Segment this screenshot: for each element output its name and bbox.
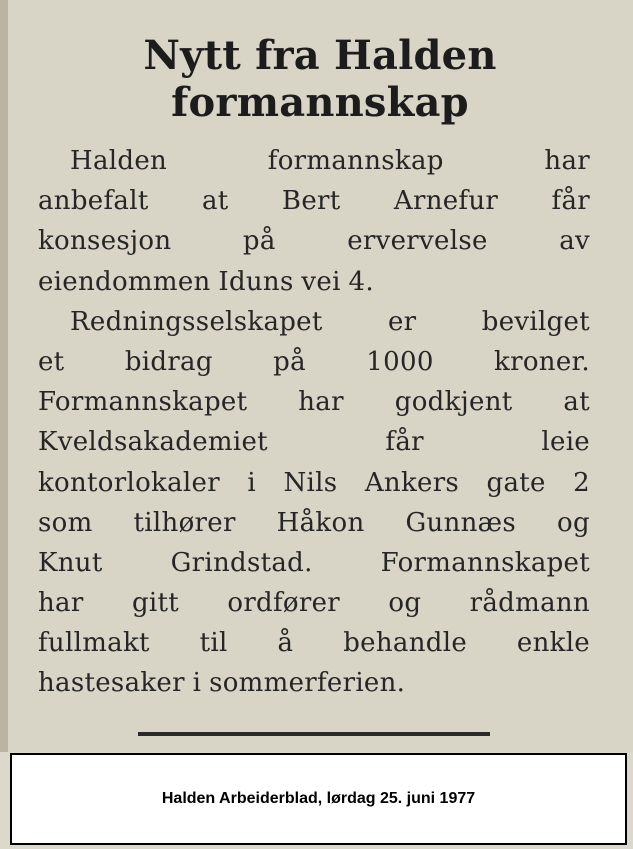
article-line [38, 543, 590, 583]
article-word: Nils [283, 467, 338, 498]
article-line [38, 382, 590, 422]
article-word: enkle [516, 628, 590, 659]
article-word: og [388, 588, 422, 619]
article-line [38, 422, 590, 462]
article-word: Knut [38, 547, 103, 578]
article-word: har [298, 387, 344, 418]
article-word: som [38, 507, 93, 538]
article-word: Formannskapet [380, 547, 590, 578]
article-word: Håkon [276, 507, 365, 538]
article-line [38, 503, 590, 543]
article-word: Arnefur [393, 186, 499, 217]
article-word: får [551, 186, 590, 217]
article-word: gitt [131, 588, 179, 619]
article-line [38, 181, 590, 221]
article-word: et [38, 346, 65, 377]
article-word: tilhører [133, 507, 236, 538]
article-word: 4. [348, 266, 374, 297]
article-word: leie [541, 427, 590, 458]
article-line [38, 663, 590, 703]
article-word: på [273, 346, 306, 377]
article-word: fullmakt [38, 628, 150, 659]
article-line [38, 623, 590, 663]
article-word: kroner. [494, 346, 590, 377]
article-word: 1000 [366, 346, 434, 377]
article-word: behandle [343, 628, 468, 659]
article-word: på [242, 226, 276, 257]
article-word: får [385, 427, 424, 458]
article-word: Iduns [218, 266, 294, 297]
article-headline [40, 32, 600, 126]
article-word: Kveldsakademiet [38, 427, 268, 458]
article-word: at [563, 387, 590, 418]
article-line [38, 302, 590, 342]
article-word: til [199, 628, 228, 659]
article-line [38, 583, 590, 623]
article-word: 2 [573, 467, 590, 498]
article-word: Ankers [364, 467, 460, 498]
article-word: formannskap [267, 146, 444, 176]
article-word: å [277, 628, 294, 659]
article-line [38, 262, 590, 302]
article-word: bidrag [124, 346, 213, 377]
article-word: Formannskapet [38, 387, 248, 418]
article-end-rule [138, 732, 490, 736]
article-word: har [38, 588, 84, 619]
article-word: Redningsselskapet [70, 306, 323, 337]
article-word: av [559, 226, 590, 257]
article-line [38, 463, 590, 503]
article-line [38, 141, 590, 181]
article-word: ordfører [227, 588, 341, 619]
article-word: er [387, 306, 417, 337]
article-word: eiendommen [38, 266, 211, 297]
article-word: hastesaker [38, 668, 185, 699]
article-word: har [544, 146, 590, 176]
article-word: anbefalt [38, 186, 149, 217]
clipping-edge-shadow [0, 0, 8, 752]
headline-line-2: formannskap [171, 79, 469, 126]
source-caption-box [10, 753, 627, 845]
article-word: Gunnæs [405, 507, 517, 538]
headline-line-1: Nytt fra Halden [143, 32, 497, 79]
article-body [38, 141, 590, 704]
article-line [38, 221, 590, 261]
article-word: vei [301, 266, 341, 297]
article-word: gate [486, 467, 546, 498]
article-word: bevilget [481, 306, 590, 337]
article-word: at [201, 186, 229, 217]
article-word: kontorlokaler [38, 467, 220, 498]
article-word: Bert [281, 186, 341, 217]
article-word: ervervelse [347, 226, 488, 257]
article-line [38, 342, 590, 382]
article-word: Halden [70, 146, 168, 176]
article-word: konsesjon [38, 226, 172, 257]
article-word: godkjent [394, 387, 513, 418]
article-word: og [557, 507, 590, 538]
article-word: i [247, 467, 257, 498]
article-word: rådmann [469, 588, 590, 619]
source-caption: Halden Arbeiderblad, lørdag 25. juni 1977 [161, 790, 476, 807]
article-word: Grindstad. [170, 547, 313, 578]
article-word: sommerferien. [209, 668, 406, 699]
article-word: i [192, 668, 202, 699]
